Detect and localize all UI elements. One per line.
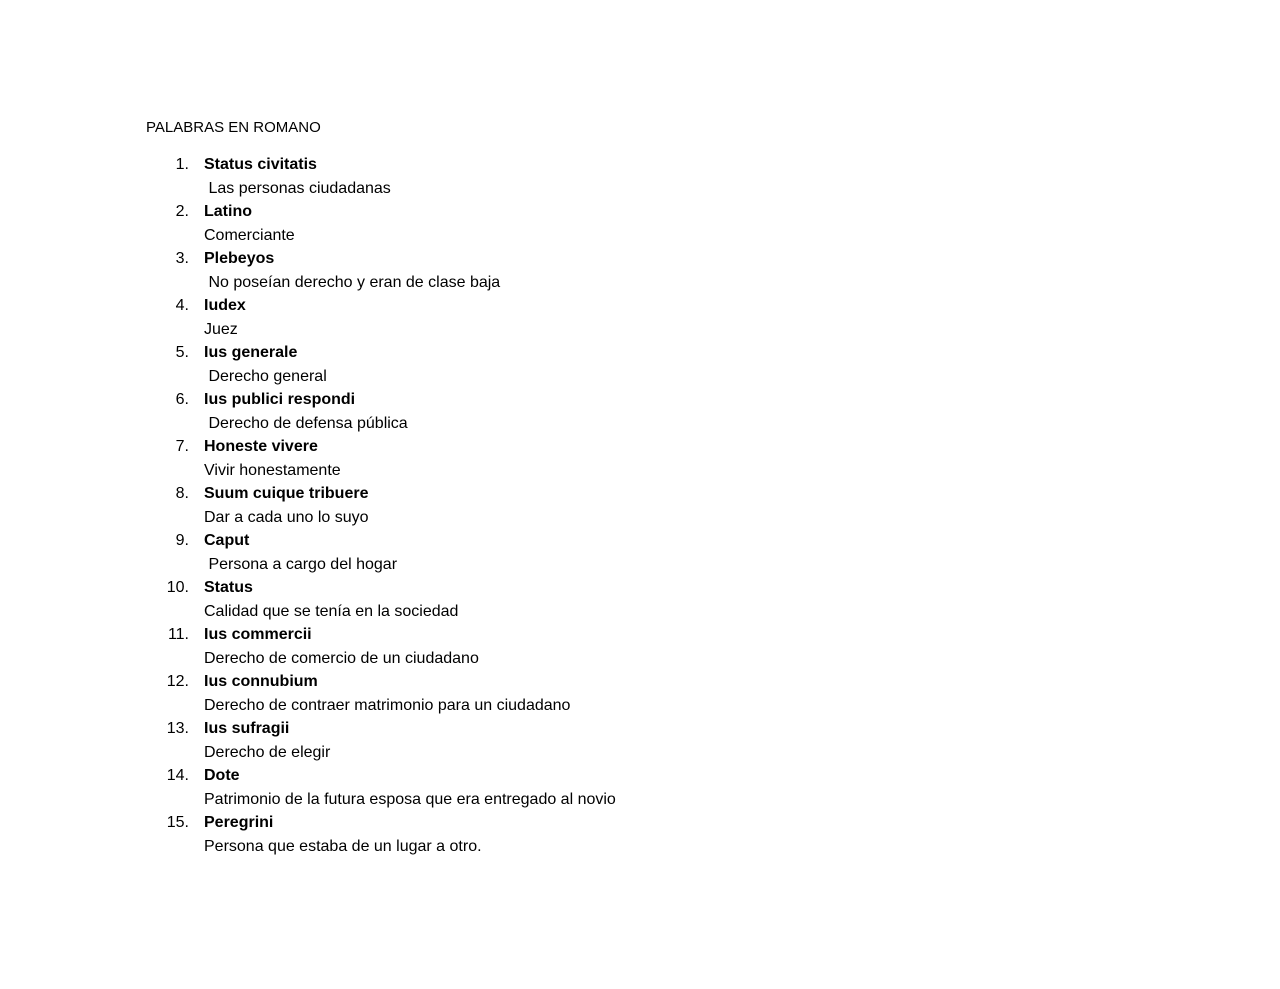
- item-number: 3.: [175, 250, 189, 267]
- item-term: Ius commercii: [204, 626, 312, 643]
- item-number: 2.: [175, 203, 189, 220]
- item-definition: Las personas ciudadanas: [204, 179, 391, 197]
- list-item: [146, 670, 616, 717]
- term-list: [146, 153, 616, 858]
- document-title: PALABRAS EN ROMANO: [146, 119, 321, 136]
- list-item: [146, 482, 616, 529]
- item-definition: Persona a cargo del hogar: [204, 555, 398, 573]
- item-term: Latino: [204, 203, 252, 220]
- list-item: [146, 388, 616, 435]
- list-item: [146, 811, 616, 858]
- list-item: [146, 717, 616, 764]
- item-number: 6.: [175, 391, 189, 408]
- item-term: Ius connubium: [204, 673, 318, 690]
- item-term: Peregrini: [204, 814, 274, 831]
- item-number: 5.: [175, 344, 189, 361]
- list-item: [146, 576, 616, 623]
- item-definition: Derecho de contraer matrimonio para un ciudadano: [204, 696, 571, 714]
- item-definition: Comerciante: [204, 226, 295, 244]
- item-term: Dote: [204, 767, 240, 784]
- item-term: Iudex: [204, 297, 246, 314]
- list-item: [146, 623, 616, 670]
- item-number: 1.: [175, 156, 189, 173]
- item-term: Ius sufragii: [204, 720, 290, 737]
- item-number: 10.: [166, 579, 189, 596]
- item-term: Honeste vivere: [204, 438, 318, 455]
- item-definition: Calidad que se tenía en la sociedad: [204, 602, 459, 620]
- item-definition: Patrimonio de la futura esposa que era entregado al novio: [204, 790, 616, 808]
- item-number: 9.: [175, 532, 189, 549]
- item-number: 8.: [175, 485, 189, 502]
- item-number: 11.: [167, 626, 189, 643]
- item-definition: No poseían derecho y eran de clase baja: [204, 273, 501, 291]
- item-definition: Persona que estaba de un lugar a otro.: [204, 837, 482, 855]
- list-item: [146, 529, 616, 576]
- item-number: 14.: [166, 767, 189, 784]
- list-item: [146, 294, 616, 341]
- list-item: [146, 247, 616, 294]
- item-number: 4.: [175, 297, 189, 314]
- item-number: 13.: [166, 720, 189, 737]
- item-number: 15.: [166, 814, 189, 831]
- item-definition: Derecho de comercio de un ciudadano: [204, 649, 479, 667]
- list-item: [146, 200, 616, 247]
- item-term: Status: [204, 579, 253, 596]
- list-item: [146, 764, 616, 811]
- item-number: 12.: [166, 673, 189, 690]
- item-definition: Juez: [204, 320, 238, 338]
- item-definition: Dar a cada uno lo suyo: [204, 508, 369, 526]
- list-item: [146, 153, 616, 200]
- item-number: 7.: [175, 438, 189, 455]
- item-term: Ius generale: [204, 344, 298, 361]
- item-term: Caput: [204, 532, 250, 549]
- item-definition: Derecho de defensa pública: [204, 414, 408, 432]
- list-item: [146, 435, 616, 482]
- item-definition: Vivir honestamente: [204, 461, 341, 479]
- item-term: Plebeyos: [204, 250, 275, 267]
- list-item: [146, 341, 616, 388]
- item-term: Status civitatis: [204, 156, 317, 173]
- item-term: Suum cuique tribuere: [204, 485, 369, 502]
- item-definition: Derecho de elegir: [204, 743, 331, 761]
- item-term: Ius publici respondi: [204, 391, 356, 408]
- item-definition: Derecho general: [204, 367, 327, 385]
